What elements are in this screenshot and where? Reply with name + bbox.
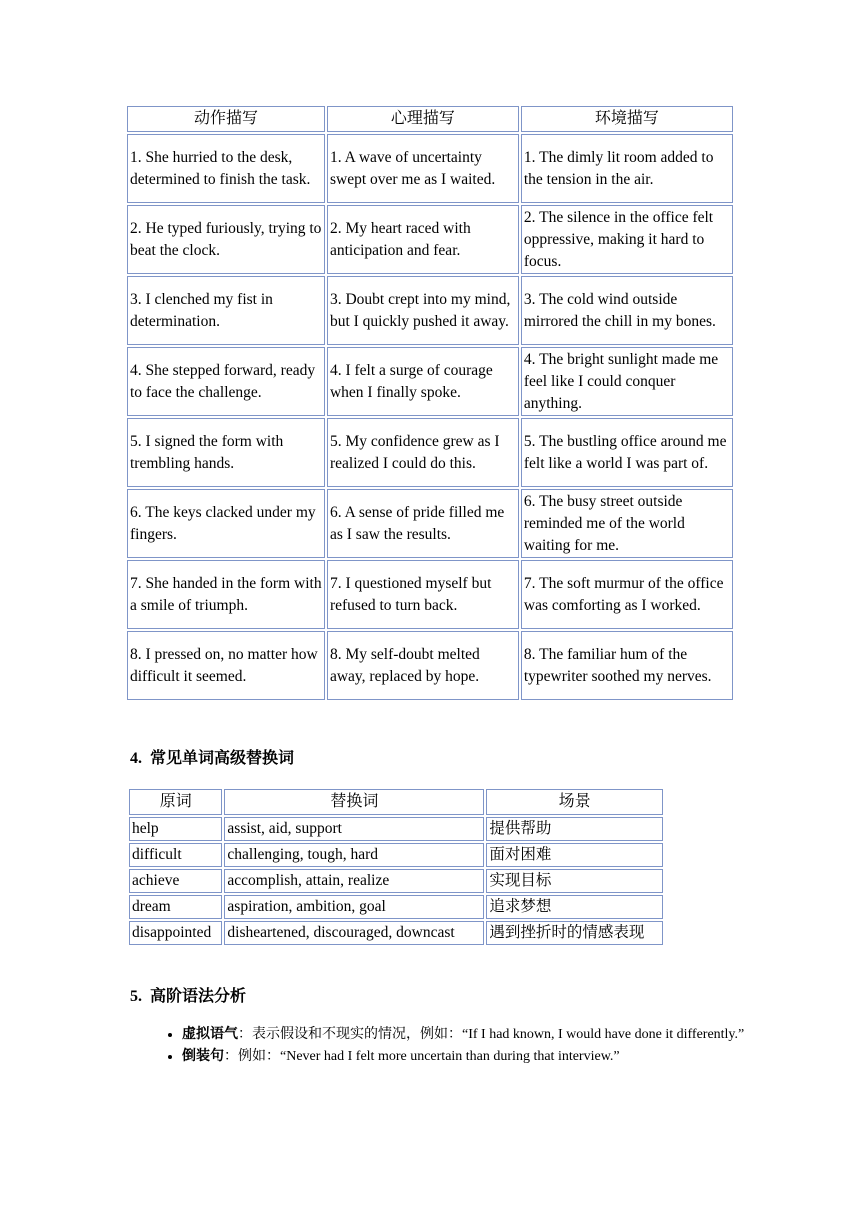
- table-cell: difficult: [129, 843, 222, 867]
- list-item: [182, 1024, 772, 1046]
- column-header: 场景: [486, 789, 663, 815]
- table-cell: accomplish, attain, realize: [224, 869, 484, 893]
- section-4-heading: [130, 745, 294, 768]
- table-cell: 7. The soft murmur of the office was comforting as I worked.: [521, 560, 733, 629]
- table-cell: 1. She hurried to the desk, determined to finish the task.: [127, 134, 325, 203]
- table-header-row: [129, 789, 663, 815]
- table-cell: 8. My self-doubt melted away, replaced by hope.: [327, 631, 519, 700]
- table-cell: 提供帮助: [486, 817, 663, 841]
- table-cell: disappointed: [129, 921, 222, 945]
- section-title: 常见单词高级替换词: [150, 750, 295, 767]
- table-row: [127, 347, 733, 416]
- grammar-list: [150, 1024, 772, 1068]
- table-cell: aspiration, ambition, goal: [224, 895, 484, 919]
- table-cell: 4. I felt a surge of courage when I finally spoke.: [327, 347, 519, 416]
- table-cell: 8. I pressed on, no matter how difficult it seemed.: [127, 631, 325, 700]
- grammar-term: 倒装句: [182, 1049, 224, 1064]
- grammar-term: 虚拟语气: [182, 1027, 238, 1042]
- table-cell: dream: [129, 895, 222, 919]
- table-cell: 1. A wave of uncertainty swept over me as I waited.: [327, 134, 519, 203]
- table-cell: 6. The keys clacked under my fingers.: [127, 489, 325, 558]
- grammar-example: ：表示假设和不现实的情况，例如：“If I had known, I would have done it differently.”: [238, 1027, 745, 1042]
- list-item: [182, 1046, 772, 1068]
- table-cell: 遇到挫折时的情感表现: [486, 921, 663, 945]
- table-cell: assist, aid, support: [224, 817, 484, 841]
- section-number: 4.: [130, 750, 142, 767]
- table-cell: 1. The dimly lit room added to the tension in the air.: [521, 134, 733, 203]
- table-header-row: [127, 106, 733, 132]
- table-cell: 4. She stepped forward, ready to face the challenge.: [127, 347, 325, 416]
- column-header: 替换词: [224, 789, 484, 815]
- table-cell: 实现目标: [486, 869, 663, 893]
- table-cell: 7. I questioned myself but refused to turn back.: [327, 560, 519, 629]
- table-cell: 6. A sense of pride filled me as I saw the results.: [327, 489, 519, 558]
- table-row: [127, 418, 733, 487]
- table-row: [127, 631, 733, 700]
- column-header: 环境描写: [521, 106, 733, 132]
- table-row: [129, 895, 663, 919]
- table-row: [129, 921, 663, 945]
- table-cell: 面对困难: [486, 843, 663, 867]
- section-5-heading: [130, 983, 246, 1006]
- table-row: [127, 489, 733, 558]
- table-row: [127, 205, 733, 274]
- table-row: [129, 817, 663, 841]
- table-cell: 8. The familiar hum of the typewriter soothed my nerves.: [521, 631, 733, 700]
- table-cell: 2. The silence in the office felt oppressive, making it hard to focus.: [521, 205, 733, 274]
- column-header: 动作描写: [127, 106, 325, 132]
- table-cell: 3. I clenched my fist in determination.: [127, 276, 325, 345]
- section-number: 5.: [130, 988, 142, 1005]
- description-table: [125, 104, 735, 702]
- table-row: [129, 843, 663, 867]
- table-cell: 2. My heart raced with anticipation and fear.: [327, 205, 519, 274]
- column-header: 心理描写: [327, 106, 519, 132]
- table-cell: 6. The busy street outside reminded me of the world waiting for me.: [521, 489, 733, 558]
- table-cell: disheartened, discouraged, downcast: [224, 921, 484, 945]
- table-row: [127, 560, 733, 629]
- table-cell: achieve: [129, 869, 222, 893]
- table-row: [127, 276, 733, 345]
- table-cell: 2. He typed furiously, trying to beat the clock.: [127, 205, 325, 274]
- table-cell: 7. She handed in the form with a smile of triumph.: [127, 560, 325, 629]
- table-cell: 5. My confidence grew as I realized I could do this.: [327, 418, 519, 487]
- table-cell: help: [129, 817, 222, 841]
- section-title: 高阶语法分析: [150, 988, 247, 1005]
- table-cell: 5. I signed the form with trembling hands.: [127, 418, 325, 487]
- table-row: [129, 869, 663, 893]
- table-cell: 5. The bustling office around me felt like a world I was part of.: [521, 418, 733, 487]
- table-cell: challenging, tough, hard: [224, 843, 484, 867]
- table-cell: 3. Doubt crept into my mind, but I quickly pushed it away.: [327, 276, 519, 345]
- table-cell: 追求梦想: [486, 895, 663, 919]
- column-header: 原词: [129, 789, 222, 815]
- grammar-example: ：例如：“Never had I felt more uncertain than during that interview.”: [224, 1049, 620, 1064]
- table-cell: 3. The cold wind outside mirrored the chill in my bones.: [521, 276, 733, 345]
- table-cell: 4. The bright sunlight made me feel like I could conquer anything.: [521, 347, 733, 416]
- table-row: [127, 134, 733, 203]
- synonym-table: [127, 787, 665, 947]
